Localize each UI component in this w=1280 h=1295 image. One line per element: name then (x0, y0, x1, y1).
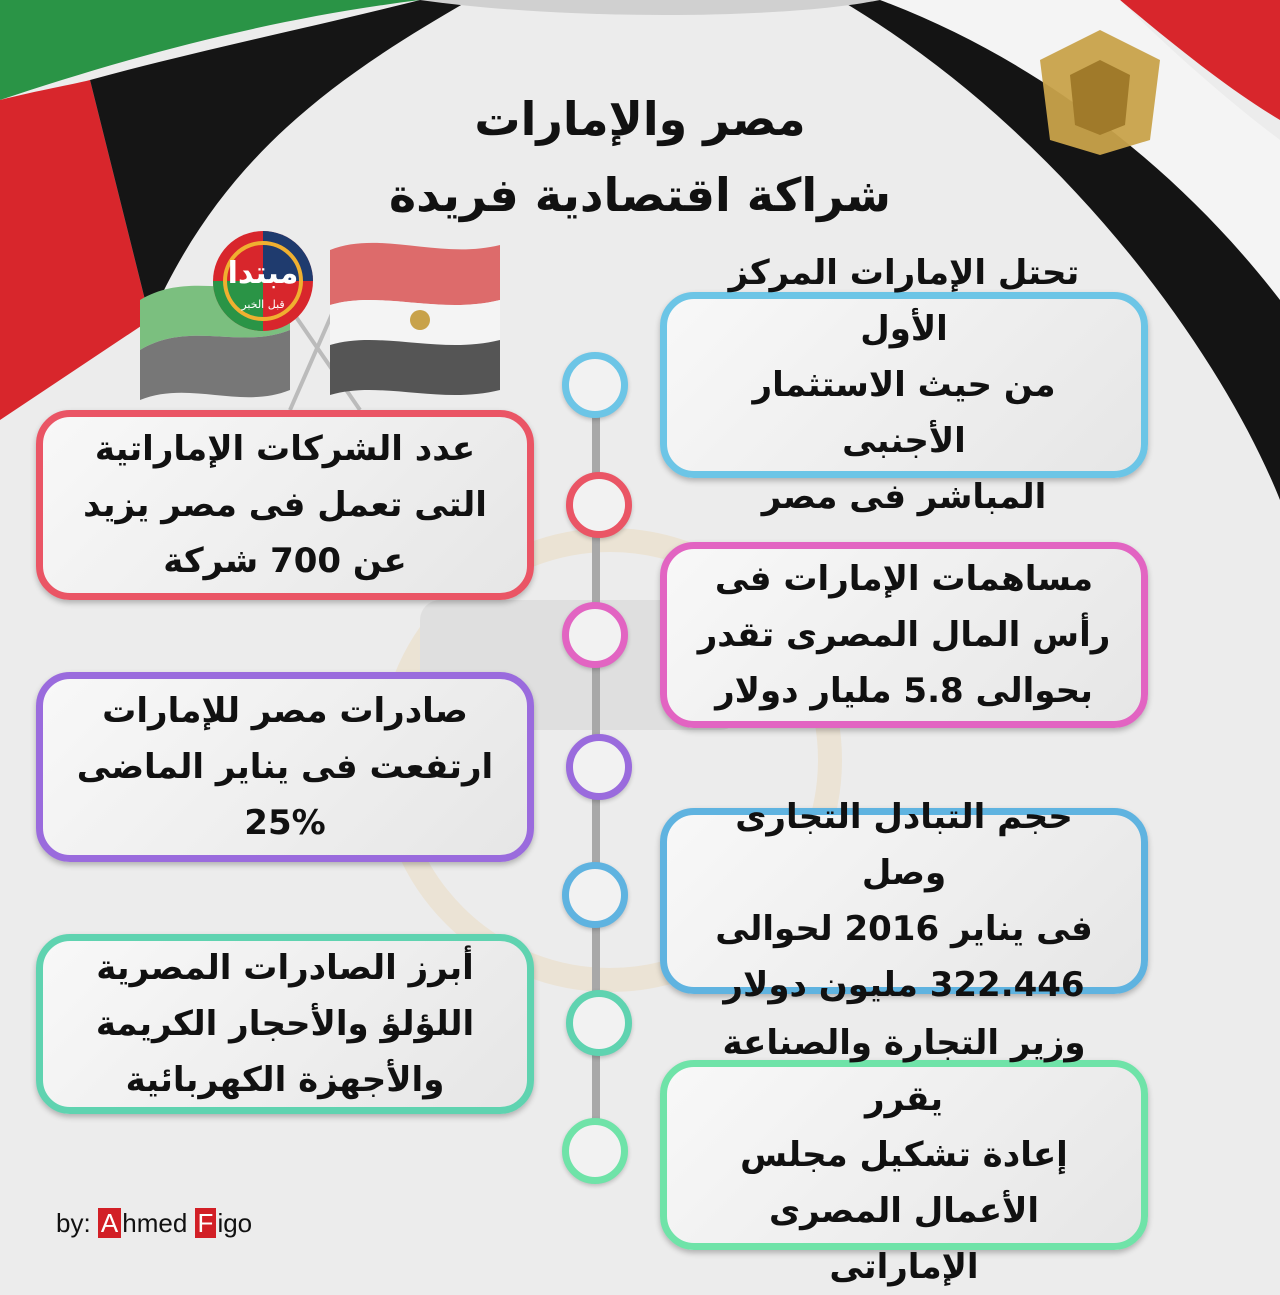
card-main-exports (36, 934, 534, 1114)
card-text: مساهمات الإمارات فى رأس المال المصرى تقدر بحوالى 5.8 مليار دولار (697, 559, 1111, 711)
timeline-node (566, 990, 632, 1056)
card-text: تحتل الإمارات المركز الأول من حيث الاستثمار الأجنبى المباشر فى مصر (728, 253, 1080, 517)
timeline-node (562, 352, 628, 418)
timeline-node (566, 472, 632, 538)
timeline-node (562, 602, 628, 668)
logo-tagline: قبل الخبر (241, 298, 285, 311)
credit-initial-a: A (98, 1208, 121, 1238)
card-egypt-exports (36, 672, 534, 862)
page-title: مصر والإمارات (474, 92, 806, 146)
timeline-node (566, 734, 632, 800)
card-trade-volume (660, 797, 1148, 1005)
credit-first-name: hmed (122, 1208, 188, 1238)
timeline-node (562, 862, 628, 928)
credit-initial-f: F (195, 1208, 217, 1238)
card-business-council (660, 1023, 1148, 1287)
card-text: أبرز الصادرات المصرية اللؤلؤ والأحجار الكريمة والأجهزة الكهربائية (95, 948, 475, 1100)
card-emirati-companies (36, 410, 534, 600)
page-subtitle: شراكة اقتصادية فريدة (388, 168, 892, 222)
card-text: صادرات مصر للإمارات ارتفعت فى يناير الماضى 25% (76, 691, 494, 843)
author-credit (56, 1208, 252, 1239)
card-text: عدد الشركات الإماراتية التى تعمل فى مصر يزيد عن 700 شركة (83, 429, 487, 581)
card-text: وزير التجارة والصناعة يقرر إعادة تشكيل مجلس الأعمال المصرى الإماراتى (722, 1023, 1086, 1287)
credit-prefix: by: (56, 1208, 91, 1238)
credit-last-name: igo (217, 1208, 253, 1238)
timeline-node (562, 1118, 628, 1184)
card-capital-contribution (660, 542, 1148, 728)
card-text: حجم التبادل التجارى وصل فى يناير 2016 لحوالى 322.446 مليون دولار (715, 797, 1093, 1005)
mobtada-logo (210, 228, 316, 334)
logo-name: مبتدا (227, 256, 299, 291)
card-foreign-investment (660, 253, 1148, 517)
